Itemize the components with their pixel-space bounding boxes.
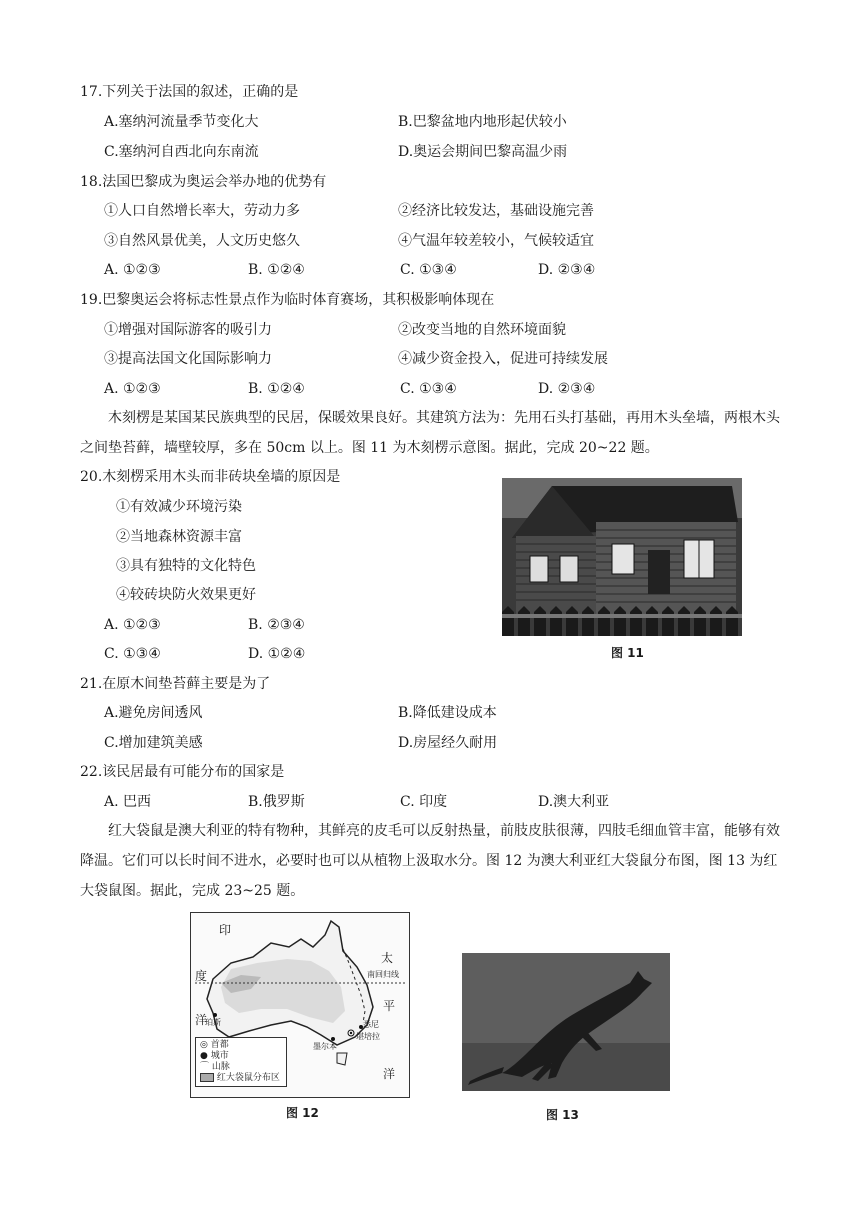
log-house-illustration (502, 478, 742, 636)
q22-option-b: B.俄罗斯 (248, 794, 305, 810)
australia-map (190, 912, 410, 1098)
q22-option-a: A. 巴西 (104, 794, 152, 810)
legend-city: ● 城市 (200, 1051, 229, 1061)
q18-statement-3: ③自然风景优美，人文历史悠久 (104, 233, 300, 249)
q18-option-b: B. ①②④ (248, 262, 305, 278)
tropic-label: 南回归线 (367, 970, 399, 979)
ocean-label-yang-west: 洋 (195, 1013, 208, 1027)
ocean-label-in: 印 (219, 923, 232, 937)
q18-option-d: D. ②③④ (538, 262, 596, 278)
q19-option-a: A. ①②③ (104, 381, 161, 397)
q19-stem: 19.巴黎奥运会将标志性景点作为临时体育赛场，其积极影响体现在 (80, 292, 495, 308)
q17-option-b: B.巴黎盆地内地形起伏较小 (398, 114, 567, 130)
q20-option-b: B. ②③④ (248, 617, 305, 633)
q18-statement-1: ①人口自然增长率大，劳动力多 (104, 203, 300, 219)
q19-statement-2: ②改变当地的自然环境面貌 (398, 322, 566, 338)
figure-13-caption: 图 13 (546, 1108, 579, 1122)
city-sydney-label: 悉尼 (363, 1020, 379, 1029)
q20-statement-3: ③具有独特的文化特色 (116, 558, 256, 574)
q19-statement-3: ③提高法国文化国际影响力 (104, 351, 272, 367)
passage-mukelen: 木刻楞是某国某民族典型的民居，保暖效果良好。其建筑方法为：先用石头打基础，再用木头垒墙，两根木头之间垫苔藓，墙壁较厚，多在 50cm 以上。图 11 为木刻楞示意图。据此，完成 20~22 题。 (80, 410, 780, 456)
q20-statement-1: ①有效减少环境污染 (116, 499, 242, 515)
q18-option-c: C. ①③④ (400, 262, 457, 278)
ocean-label-ping: 平 (383, 999, 396, 1013)
city-canberra-label: 堪培拉 (356, 1032, 380, 1041)
legend-range-swatch (200, 1073, 214, 1082)
figure-11-caption: 图 11 (611, 646, 644, 660)
q21-option-a: A.避免房间透风 (104, 705, 203, 721)
q21-option-d: D.房屋经久耐用 (398, 735, 498, 751)
legend-range-row (200, 1073, 282, 1084)
legend-capital: ◎ 首都 (200, 1040, 229, 1050)
q18-option-a: A. ①②③ (104, 262, 161, 278)
legend-range-label: 红大袋鼠分布区 (216, 1073, 280, 1083)
q17-stem: 17.下列关于法国的叙述，正确的是 (80, 84, 299, 100)
q19-statement-1: ①增强对国际游客的吸引力 (104, 322, 272, 338)
q20-option-a: A. ①②③ (104, 617, 161, 633)
q20-option-c: C. ①③④ (104, 646, 161, 662)
kangaroo-photo (462, 953, 670, 1091)
city-melbourne-label: 墨尔本 (313, 1042, 337, 1051)
map-legend (195, 1037, 287, 1087)
q17-option-a: A.塞纳河流量季节变化大 (104, 114, 259, 130)
q17-option-c: C.塞纳河自西北向东南流 (104, 144, 259, 160)
q18-stem: 18.法国巴黎成为奥运会举办地的优势有 (80, 174, 327, 190)
q19-option-b: B. ①②④ (248, 381, 305, 397)
q20-statement-2: ②当地森林资源丰富 (116, 529, 242, 545)
city-perth-label: 珀斯 (205, 1018, 221, 1027)
ocean-label-du: 度 (195, 969, 208, 983)
q19-statement-4: ④减少资金投入，促进可持续发展 (398, 351, 608, 367)
q20-option-d: D. ①②④ (248, 646, 306, 662)
q21-option-b: B.降低建设成本 (398, 705, 497, 721)
ocean-label-yang-east: 洋 (383, 1067, 396, 1081)
log-house-photo (502, 478, 742, 636)
legend-mountain: ⌒ 山脉 (200, 1062, 230, 1072)
q18-statement-4: ④气温年较差较小，气候较适宜 (398, 233, 594, 249)
q19-option-c: C. ①③④ (400, 381, 457, 397)
q21-option-c: C.增加建筑美感 (104, 735, 203, 751)
q20-stem: 20.木刻楞采用木头而非砖块垒墙的原因是 (80, 469, 341, 485)
ocean-label-tai: 太 (381, 951, 394, 965)
q21-stem: 21.在原木间垫苔藓主要是为了 (80, 676, 271, 692)
passage-red-kangaroo: 红大袋鼠是澳大利亚的特有物种，其鲜亮的皮毛可以反射热量，前肢皮肤很薄，四肢毛细血管丰富，能够有效降温。它们可以长时间不进水，必要时也可以从植物上汲取水分。图 12 为澳大利亚红大袋鼠分布图，图 13 为红大袋鼠图。据此，完成 23~25 题。 (80, 823, 780, 899)
figure-12-caption: 图 12 (286, 1106, 319, 1120)
kangaroo-illustration (462, 953, 670, 1091)
q17-option-d: D.奥运会期间巴黎高温少雨 (398, 144, 568, 160)
q22-option-c: C. 印度 (400, 794, 448, 810)
q22-option-d: D.澳大利亚 (538, 794, 610, 810)
q18-statement-2: ②经济比较发达，基础设施完善 (398, 203, 594, 219)
q20-statement-4: ④较砖块防火效果更好 (116, 587, 256, 603)
q19-option-d: D. ②③④ (538, 381, 596, 397)
q22-stem: 22.该民居最有可能分布的国家是 (80, 764, 285, 780)
